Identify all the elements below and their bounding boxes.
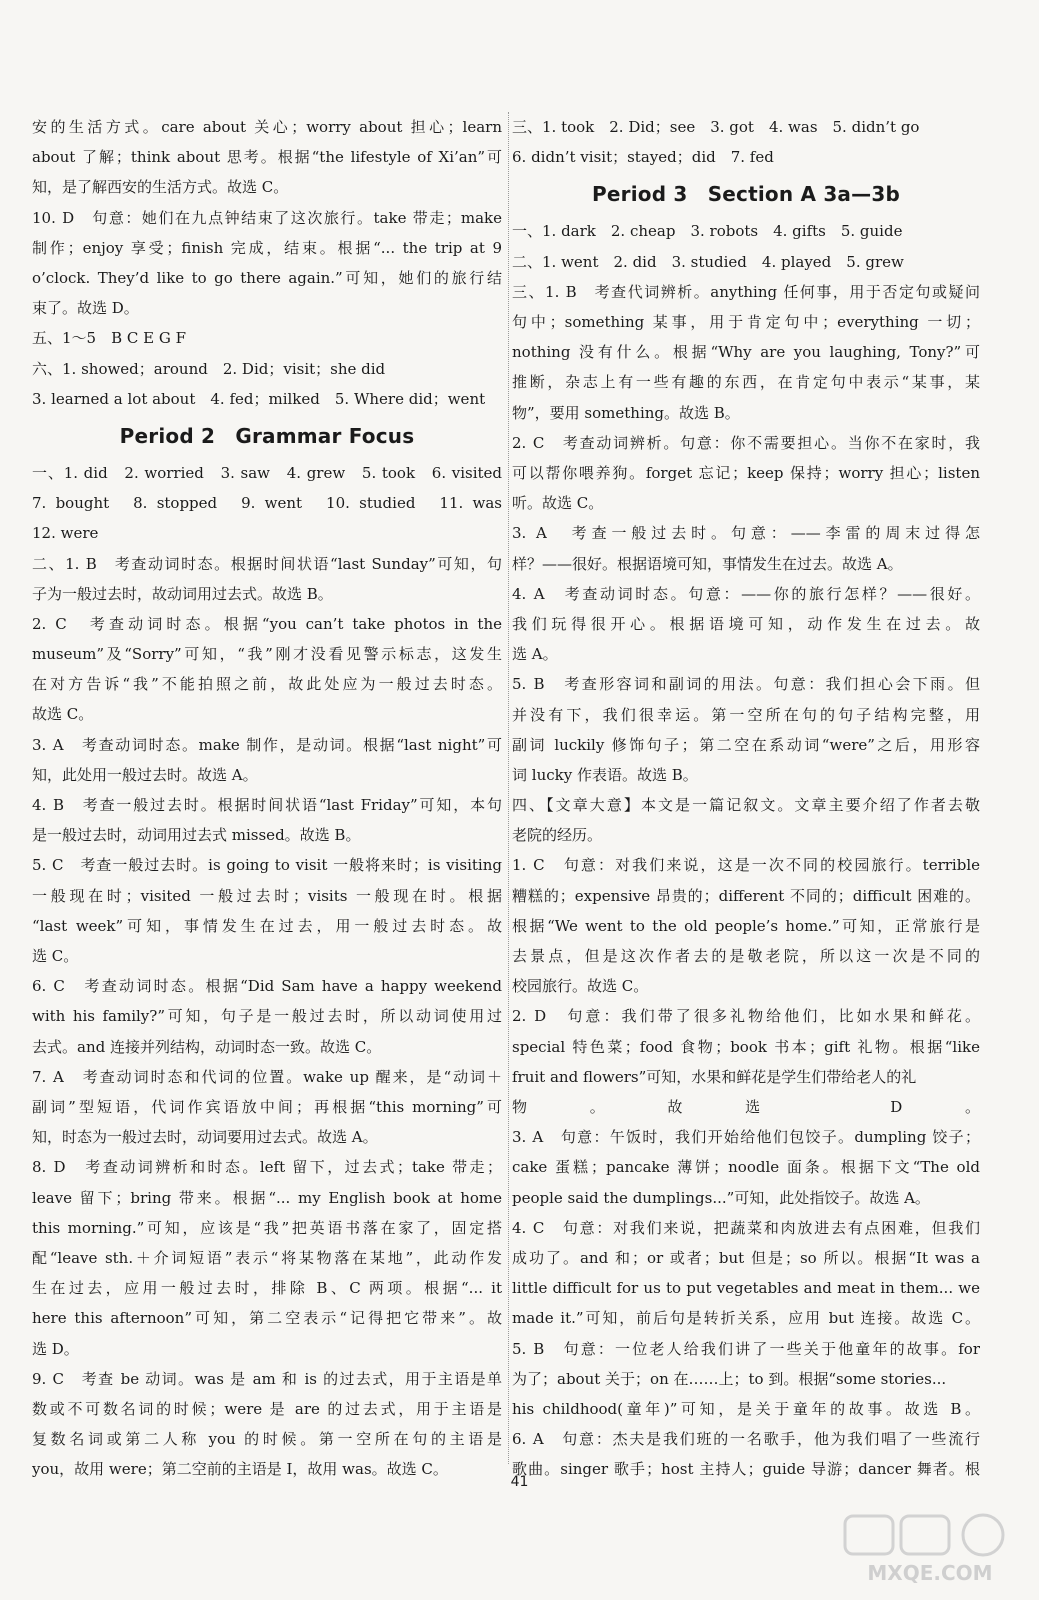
left-column (32, 112, 502, 1484)
text-line: 在对方告诉“我”不能拍照之前，故此处应为一般过去时态。 (32, 675, 502, 694)
text-line: 可以帮你喂养狗。forget 忘记；keep 保持；worry 担心；listen (512, 463, 980, 482)
text-line: 词 lucky 作表语。故选 B。 (512, 765, 698, 784)
text-line: 选 D。 (32, 1339, 79, 1358)
text-line: 10. D 句意：她们在九点钟结束了这次旅行。take 带走；make (32, 208, 502, 227)
text-line: 成功了。and 和；or 或者；but 但是；so 所以。根据“It was a (512, 1248, 980, 1267)
text-line: little difficult for us to put vegetables and meat in them... we (512, 1279, 980, 1298)
text-line: 样？——很好。根据语境可知，事情发生在过去。故选 A。 (512, 554, 903, 573)
text-line: 2. C 考查动词时态。根据“you can’t take photos in the (32, 614, 502, 633)
text-line: 二、1. B 考查动词时态。根据时间状语“last Sunday”可知，句 (32, 554, 502, 573)
text-line: 6. didn’t visit；stayed；did 7. fed (512, 148, 774, 167)
text-line: 校园旅行。故选 C。 (512, 977, 649, 996)
text-line: 3. learned a lot about 4. fed；milked 5. Where did；went (32, 389, 486, 408)
column-divider (508, 112, 509, 1464)
text-line: 三、1. B 考查代词辨析。anything 任何事，用于否定句或疑问 (512, 282, 980, 301)
text-line: 我们玩得很开心。根据语境可知，动作发生在过去。故 (512, 614, 980, 633)
text-line: 为了；about 关于；on 在……上；to 到。根据“some stories... (512, 1369, 947, 1388)
text-line: 四、【文章大意】本文是一篇记叙文。文章主要介绍了作者去敬 (512, 796, 980, 815)
text-line: 6. A 句意：杰夫是我们班的一名歌手，他为我们唱了一些流行 (512, 1430, 980, 1449)
text-line: “last week”可知，事情发生在过去，用一般过去时态。故 (32, 916, 502, 935)
text-line: 5. C 考查一般过去时。is going to visit 一般将来时；is visiting (32, 856, 502, 875)
text-line: 一、1. dark 2. cheap 3. robots 4. gifts 5. guide (512, 222, 903, 241)
text-line: 知，时态为一般过去时，动词要用过去式。故选 A。 (32, 1128, 378, 1147)
text-line: 8. D 考查动词辨析和时态。left 留下，过去式；take 带走； (32, 1158, 502, 1177)
text-line: 2. C 考查动词辨析。句意：你不需要担心。当你不在家时，我 (512, 433, 980, 452)
watermark-icon (835, 1510, 1025, 1590)
text-line: 是一般过去时，动词用过去式 missed。故选 B。 (32, 826, 361, 845)
text-line: 糟糕的；expensive 昂贵的；different 不同的；difficult 困难的。 (512, 886, 980, 905)
text-line: 物”，要用 something。故选 B。 (512, 403, 740, 422)
text-line: with his family?”可知，句子是一般过去时，所以动词使用过 (32, 1007, 502, 1026)
text-line: cake 蛋糕；pancake 薄饼；noodle 面条。根据下文“The old (512, 1158, 980, 1177)
text-line: about 了解；think about 思考。根据“the lifestyle of Xi’an”可 (32, 148, 502, 167)
text-line: 一、1. did 2. worried 3. saw 4. grew 5. took 6. visited (32, 463, 502, 482)
text-line: 2. D 句意：我们带了很多礼物给他们，比如水果和鲜花。 (512, 1007, 980, 1026)
text-line: 复数名词或第二人称 you 的时候。第一空所在句的主语是 (32, 1430, 502, 1449)
text-line: 3. A 句意：午饭时，我们开始给他们包饺子。dumpling 饺子； (512, 1128, 980, 1147)
text-line: 并没有下，我们很幸运。第一空所在句的句子结构完整，用 (512, 705, 980, 724)
text-line: 5. B 句意：一位老人给我们讲了一些关于他童年的故事。for (512, 1339, 980, 1358)
text-line: 副词 luckily 修饰句子；第二空在系动词“were”之后，用形容 (512, 735, 980, 754)
text-line: 3. A 考查一般过去时。句意：——李雷的周末过得怎 (512, 524, 980, 543)
right-column (512, 112, 980, 1484)
text-line: 三、1. took 2. Did；see 3. got 4. was 5. didn’t go (512, 118, 920, 136)
text-line: special 特色菜；food 食物；book 书本；gift 礼物。根据“like (512, 1037, 980, 1056)
text-line: 故选 C。 (32, 705, 94, 724)
text-line: 知，此处用一般过去时。故选 A。 (32, 765, 258, 784)
text-line: fruit and flowers”可知，水果和鲜花是学生们带给老人的礼 (512, 1067, 917, 1086)
watermark-text: MXQE.COM (867, 1561, 993, 1585)
text-line: nothing 没有什么。根据“Why are you laughing, Tony?”可 (512, 343, 980, 362)
text-line: 选 C。 (32, 947, 79, 966)
text-line: 1. C 句意：对我们来说，这是一次不同的校园旅行。terrible (512, 856, 980, 875)
text-line: 根据“We went to the old people’s home.”可知，正常旅行是 (512, 916, 980, 935)
text-line: leave 留下；bring 带来。根据“... my English book at home (32, 1188, 502, 1207)
text-line: 生在过去，应用一般过去时，排除 B、C 两项。根据“... it (32, 1279, 502, 1298)
text-line: 制作；enjoy 享受；finish 完成，结束。根据“... the trip at 9 (32, 238, 502, 257)
text-line: 知，是了解西安的生活方式。故选 C。 (32, 178, 289, 197)
text-line: his childhood(童年)”可知，是关于童年的故事。故选 B。 (512, 1399, 980, 1418)
text-line: 老院的经历。 (512, 826, 603, 845)
text-line: 子为一般过去时，故动词用过去式。故选 B。 (32, 584, 333, 603)
text-line: 5. B 考查形容词和副词的用法。句意：我们担心会下雨。但 (512, 675, 980, 694)
text-line: 7. bought 8. stopped 9. went 10. studied 11. was (32, 494, 502, 513)
text-line: 六、1. showed；around 2. Did；visit；she did (32, 359, 386, 378)
text-line: 一般现在时；visited 一般过去时；visits 一般现在时。根据 (32, 886, 502, 905)
text-line: 配“leave sth.＋介词短语”表示“将某物落在某地”，此动作发 (32, 1248, 502, 1267)
text-line: 物。故选 D。 (512, 1098, 980, 1116)
text-line: people said the dumplings...”可知，此处指饺子。故选 A。 (512, 1188, 930, 1207)
text-line: o’clock. They’d like to go there again.”可知，她们的旅行结 (32, 268, 502, 287)
text-line: here this afternoon”可知，第二空表示“记得把它带来”。故 (32, 1309, 502, 1328)
text-line: 12. were (32, 524, 99, 543)
text-line: 推断，杂志上有一些有趣的东西，在肯定句中表示“某事，某 (512, 373, 980, 392)
text-line: 数或不可数名词的时候；were 是 are 的过去式，用于主语是 (32, 1399, 502, 1418)
text-line: 听。故选 C。 (512, 494, 604, 513)
text-line: 7. A 考查动词时态和代词的位置。wake up 醒来，是“动词＋ (32, 1067, 502, 1086)
text-line: 4. A 考查动词时态。句意：——你的旅行怎样？——很好。 (512, 584, 980, 603)
text-line: 束了。故选 D。 (32, 299, 139, 318)
text-line: you，故用 were；第二空前的主语是 I，故用 was。故选 C。 (32, 1460, 448, 1479)
text-line: 9. C 考查 be 动词。was 是 am 和 is 的过去式，用于主语是单 (32, 1369, 502, 1388)
text-line: 4. C 句意：对我们来说，把蔬菜和肉放进去有点困难，但我们 (512, 1218, 980, 1237)
text-line: 去式。and 连接并列结构，动词时态一致。故选 C。 (32, 1037, 382, 1056)
period-2-heading: Period 2 Grammar Focus (119, 423, 415, 448)
text-line: this morning.”可知，应该是“我”把英语书落在家了，固定搭 (32, 1218, 502, 1237)
period-3-heading: Period 3 Section A 3a—3b (592, 182, 900, 207)
text-line: 五、1～5 B C E G F (32, 329, 186, 348)
text-line: museum”及“Sorry”可知，“我”刚才没看见警示标志，这发生 (32, 645, 502, 664)
text-line: 歌曲。singer 歌手；host 主持人；guide 导游；dancer 舞者。根 (512, 1460, 980, 1479)
text-line: 选 A。 (512, 645, 558, 664)
text-line: 去景点，但是这次作者去的是敬老院，所以这一次是不同的 (512, 947, 980, 966)
text-line: 副词”型短语，代词作宾语放中间；再根据“this morning”可 (32, 1098, 502, 1116)
text-line: 二、1. went 2. did 3. studied 4. played 5. grew (512, 252, 904, 271)
watermark-logo (835, 1510, 1025, 1590)
text-line: 6. C 考查动词时态。根据“Did Sam have a happy weekend (32, 977, 502, 996)
text-line: made it.”可知，前后句是转折关系，应用 but 连接。故选 C。 (512, 1309, 980, 1328)
page-number: 41 (510, 1474, 529, 1490)
text-line: 安的生活方式。care about 关心；worry about 担心；learn (32, 118, 502, 136)
text-line: 4. B 考查一般过去时。根据时间状语“last Friday”可知，本句 (32, 796, 502, 815)
text-line: 3. A 考查动词时态。make 制作，是动词。根据“last night”可 (32, 735, 502, 754)
text-line: 句中；something 某事，用于肯定句中；everything 一切； (512, 313, 980, 331)
